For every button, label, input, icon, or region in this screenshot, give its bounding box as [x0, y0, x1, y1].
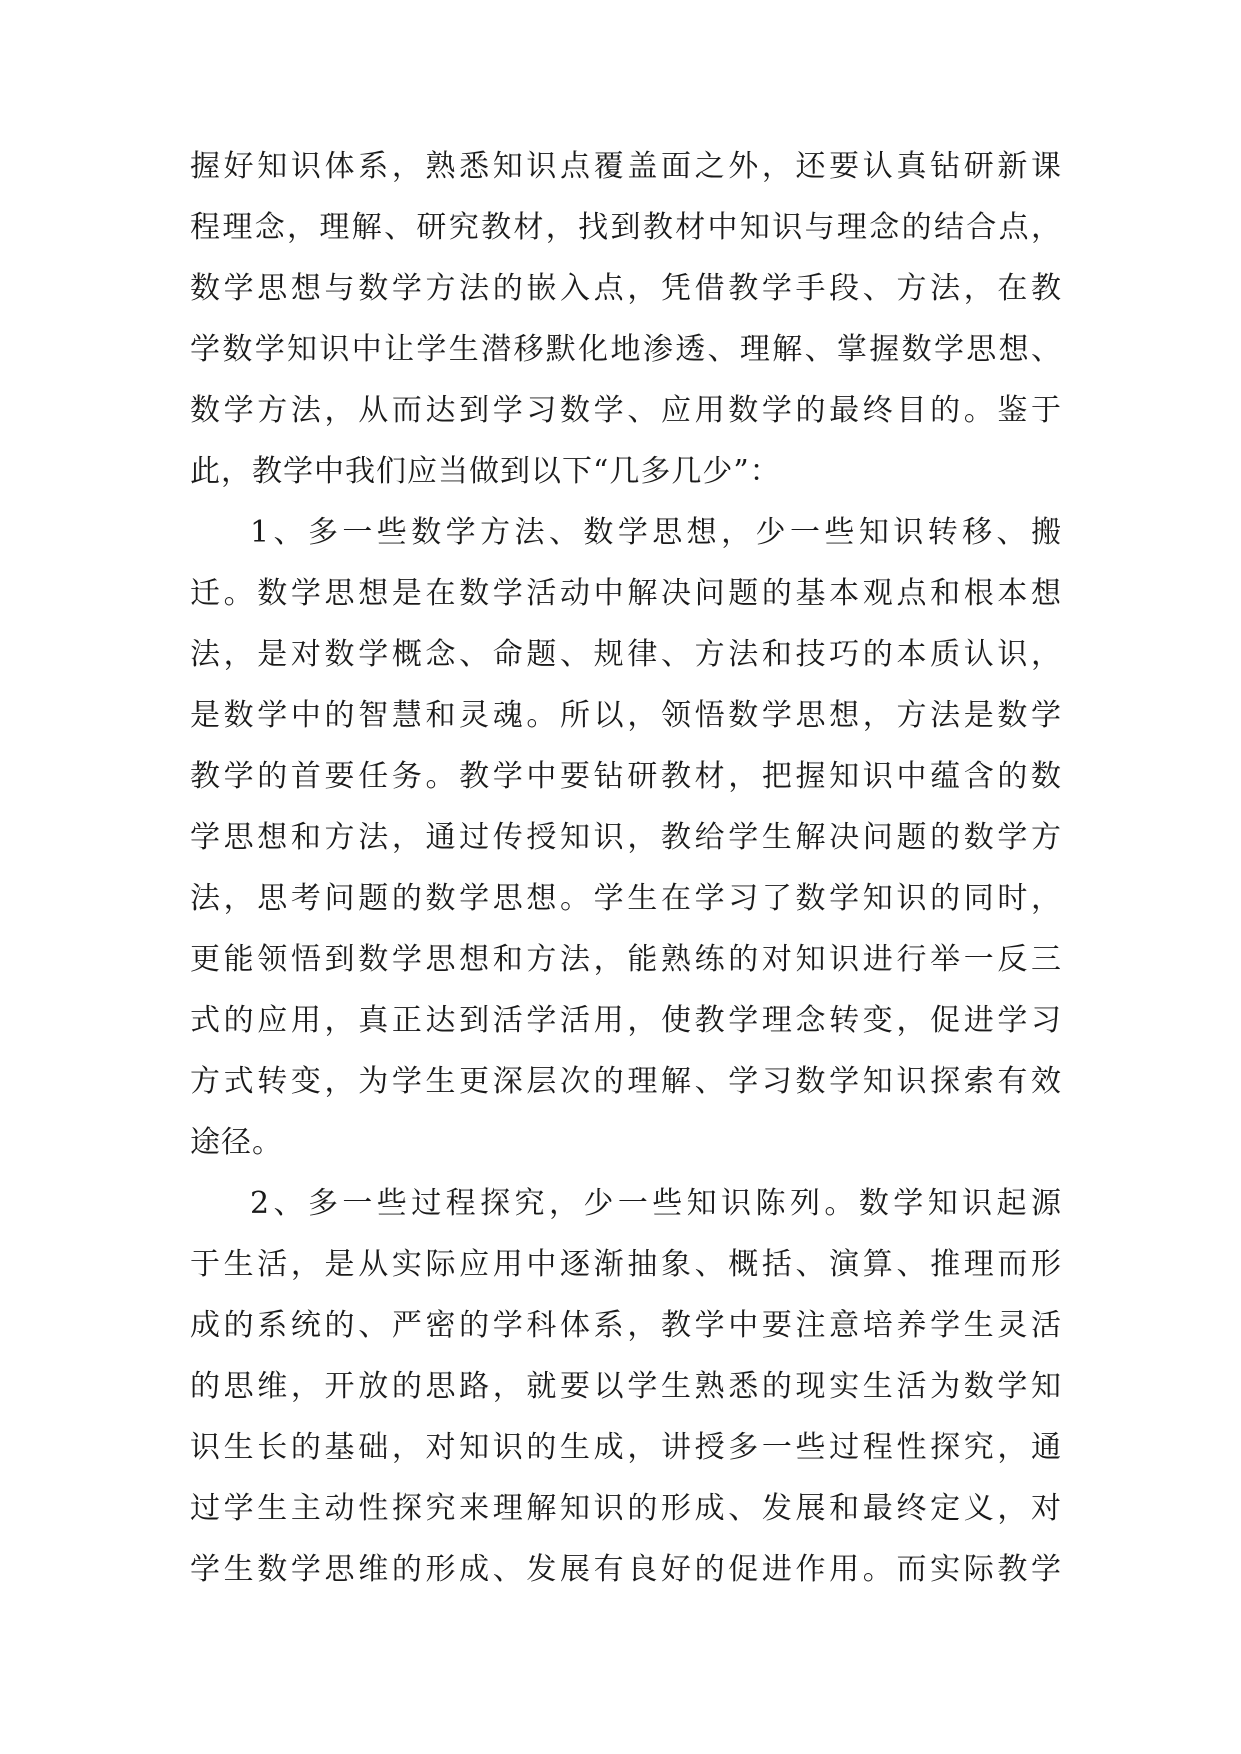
text-line: 是数学中的智慧和灵魂。所以，领悟数学思想，方法是数学: [190, 698, 1062, 733]
text-line: 于生活，是从实际应用中逐渐抽象、概括、演算、推理而形: [190, 1247, 1062, 1282]
text-line: 迁。数学思想是在数学活动中解决问题的基本观点和根本想: [190, 576, 1062, 611]
paragraph-first-line: 2、多一些过程探究，少一些知识陈列。数学知识起源: [250, 1186, 1062, 1221]
text-line: 数学方法，从而达到学习数学、应用数学的最终目的。鉴于: [190, 393, 1062, 428]
text-line: 数学思想与数学方法的嵌入点，凭借教学手段、方法，在教: [190, 271, 1062, 306]
text-line: 此，教学中我们应当做到以下“几多几少”：: [190, 454, 781, 489]
text-line: 学思想和方法，通过传授知识，教给学生解决问题的数学方: [190, 820, 1062, 855]
text-line: 程理念，理解、研究教材，找到教材中知识与理念的结合点，: [190, 210, 1062, 245]
text-line: 过学生主动性探究来理解知识的形成、发展和最终定义，对: [190, 1491, 1062, 1526]
paragraph-first-line: 1、多一些数学方法、数学思想，少一些知识转移、搬: [250, 515, 1062, 550]
text-line: 学生数学思维的形成、发展有良好的促进作用。而实际教学: [190, 1552, 1062, 1587]
text-line: 法，是对数学概念、命题、规律、方法和技巧的本质认识，: [190, 637, 1062, 672]
text-line: 式的应用，真正达到活学活用，使教学理念转变，促进学习: [190, 1003, 1062, 1038]
text-line: 握好知识体系，熟悉知识点覆盖面之外，还要认真钻研新课: [190, 149, 1062, 184]
text-line: 途径。: [190, 1125, 283, 1160]
text-line: 学数学知识中让学生潜移默化地渗透、理解、掌握数学思想、: [190, 332, 1062, 367]
text-line: 的思维，开放的思路，就要以学生熟悉的现实生活为数学知: [190, 1369, 1062, 1404]
text-line: 法，思考问题的数学思想。学生在学习了数学知识的同时，: [190, 881, 1062, 916]
text-line: 识生长的基础，对知识的生成，讲授多一些过程性探究，通: [190, 1430, 1062, 1465]
text-line: 方式转变，为学生更深层次的理解、学习数学知识探索有效: [190, 1064, 1062, 1099]
text-line: 成的系统的、严密的学科体系，教学中要注意培养学生灵活: [190, 1308, 1062, 1343]
text-line: 教学的首要任务。教学中要钻研教材，把握知识中蕴含的数: [190, 759, 1062, 794]
text-line: 更能领悟到数学思想和方法，能熟练的对知识进行举一反三: [190, 942, 1062, 977]
